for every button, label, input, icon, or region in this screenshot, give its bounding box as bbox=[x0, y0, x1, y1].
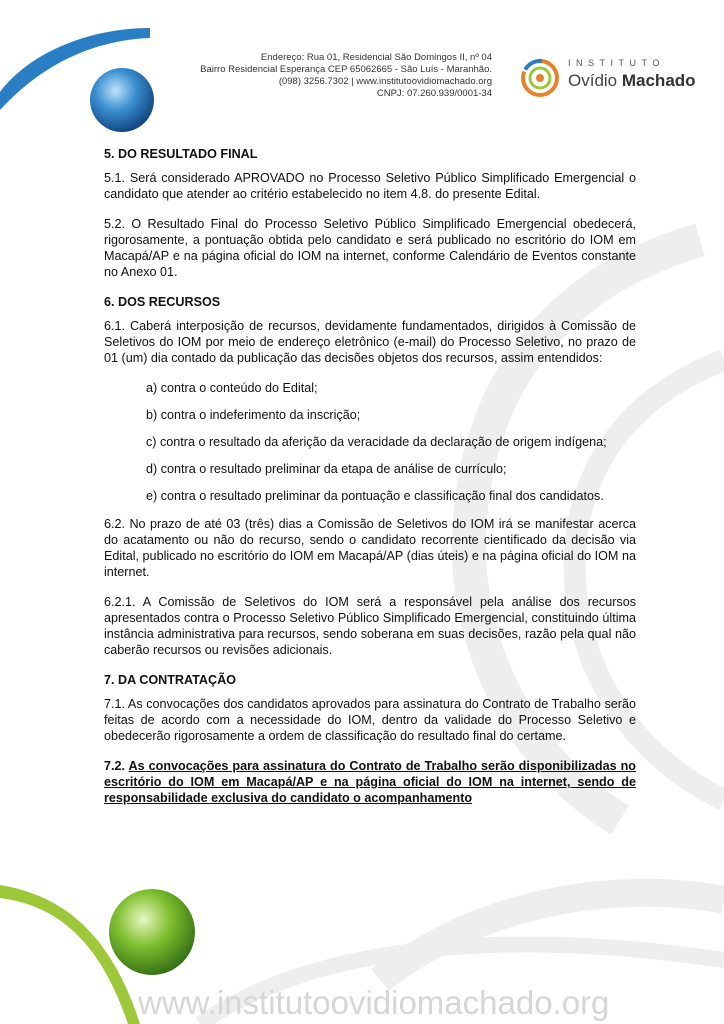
paragraph-7-1: 7.1. As convocações dos candidatos aprovados para assinatura do Contrato de Trabalho serão feitas de acordo com a necessidade do IOM, dentro da validade do Processo Seletivo e obedecerão rigorosamente a ordem de classificação do resultado final do certame. bbox=[104, 697, 636, 743]
paragraph-7-2-text: As convocações para assinatura do Contrato de Trabalho serão disponibilizadas no escritório do IOM em Macapá/AP e na página oficial do IOM na internet, sendo de responsabilidade exclusiva do candidato o acompanhamento bbox=[104, 759, 636, 805]
institute-logo bbox=[518, 56, 698, 100]
list-item: b) contra o indeferimento da inscrição; bbox=[146, 408, 361, 422]
address-line: Bairro Residencial Esperança CEP 65062665 - São Luís - Maranhão. bbox=[200, 64, 492, 75]
header-address bbox=[180, 52, 492, 100]
logo-name-regular: Ovídio bbox=[568, 71, 622, 90]
paragraph-6-2-1: 6.2.1. A Comissão de Seletivos do IOM será a responsável pela análise dos recursos apresentados contra o Processo Seletivo Público Simplificado Emergencial, constituindo última instância administrativa para recursos, sendo soberana em suas decisões, razão pela qual não caberão recursos ou revisões adicionais. bbox=[104, 595, 636, 657]
paragraph-6-1: 6.1. Caberá interposição de recursos, devidamente fundamentados, dirigidos à Comissão de Seletivos do IOM por meio de endereço eletrônico (e-mail) do Processo Seletivo, no prazo de 01 (um) dia contado da publicação das decisões objetos dos recursos, assim entendidos: bbox=[104, 319, 636, 365]
green-sphere-decoration bbox=[109, 889, 195, 975]
list-item: d) contra o resultado preliminar da etapa de análise de currículo; bbox=[146, 462, 507, 476]
logo-name-bold: Machado bbox=[621, 71, 696, 90]
blue-sphere-decoration bbox=[90, 68, 154, 132]
document-body bbox=[104, 146, 636, 820]
list-item: e) contra o resultado preliminar da pontuação e classificação final dos candidatos. bbox=[146, 489, 604, 503]
logo-name-text bbox=[568, 71, 696, 91]
contact-line: (098) 3256.7302 | www.institutoovidiomachado.org bbox=[278, 76, 492, 87]
paragraph-6-2: 6.2. No prazo de até 03 (três) dias a Comissão de Seletivos do IOM irá se manifestar acerca do acatamento ou não do recurso, sendo o candidato recorrente cientificado da decisão via Edital, publicado no escritório do IOM em Macapá/AP (dias úteis) e na página oficial do IOM na internet. bbox=[104, 517, 636, 579]
paragraph-5-2: 5.2. O Resultado Final do Processo Seletivo Público Simplificado Emergencial obedecerá, rigorosamente, a pontuação obtida pelo candidato e será publicado no escritório do IOM em Macapá/AP e na página oficial do IOM na internet, conforme Calendário de Eventos constante no Anexo 01. bbox=[104, 217, 636, 279]
footer-website-url: www.institutoovidiomachado.org bbox=[138, 984, 610, 1021]
list-item: a) contra o conteúdo do Edital; bbox=[146, 381, 318, 395]
section-7-title: 7. DA CONTRATAÇÃO bbox=[104, 673, 236, 687]
logo-instituto-text: INSTITUTO bbox=[568, 58, 665, 68]
logo-emblem-icon bbox=[518, 56, 562, 100]
paragraph-7-2 bbox=[104, 758, 636, 806]
section-5-title: 5. DO RESULTADO FINAL bbox=[104, 147, 258, 161]
section-6-title: 6. DOS RECURSOS bbox=[104, 295, 221, 309]
paragraph-7-2-number: 7.2. bbox=[104, 759, 126, 773]
recurso-list bbox=[104, 380, 636, 504]
list-item: c) contra o resultado da aferição da veracidade da declaração de origem indígena; bbox=[146, 435, 607, 449]
address-line: Endereço: Rua 01, Residencial São Domingos II, nº 04 bbox=[260, 52, 492, 63]
paragraph-5-1: 5.1. Será considerado APROVADO no Processo Seletivo Público Simplificado Emergencial o candidato que atender ao critério estabelecido no item 4.8. do presente Edital. bbox=[104, 171, 636, 201]
cnpj-line: CNPJ: 07.260.939/0001-34 bbox=[376, 88, 492, 99]
